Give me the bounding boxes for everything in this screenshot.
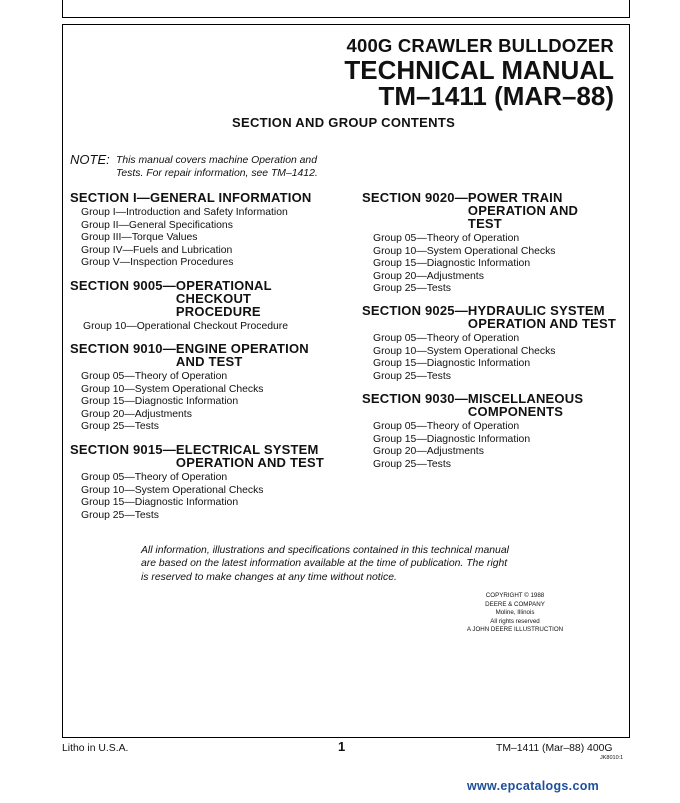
top-frame [62,0,630,18]
section-number: SECTION 9020— [362,190,468,205]
group-item: Group 05—Theory of Operation [81,371,228,382]
section-title: ENGINE OPERATION AND TEST [175,341,309,369]
group-item: Group 25—Tests [373,370,451,382]
note-text [116,154,318,180]
section-9015 [70,443,324,522]
group-item: Group V—Inspection Procedures [81,257,234,269]
group-item: Group 10—System Operational Checks [373,345,556,357]
section-i [70,191,312,270]
group-item: Group 25—Tests [81,509,159,521]
manual-number-title: TM–1411 (MAR–88) [378,81,614,111]
copyright-block [455,592,575,635]
footer-manual-id: TM–1411 (Mar–88) 400G [496,743,613,754]
group-list [70,207,312,270]
copyright-line: COPYRIGHT © 1988 [485,592,545,599]
copyright-rights: All rights reserved [490,617,540,625]
note-label: NOTE: [70,152,110,167]
group-list [70,472,324,522]
section-number: SECTION I— [70,190,151,205]
copyright-location: Moline, Illinois [495,609,535,617]
group-list [362,421,583,471]
section-9005 [70,279,288,334]
disclaimer-line: All information, illustrations and specifications contained in this technical manual [141,545,509,556]
section-9030 [362,392,583,471]
group-item: Group 20—Adjustments [81,408,192,420]
section-title: OPERATIONAL CHECKOUT PROCEDURE [175,278,272,319]
section-title: HYDRAULIC SYSTEM OPERATION AND TEST [467,303,616,331]
group-item: Group II—General Specifications [81,219,233,231]
group-list [362,333,616,383]
group-item: Group 10—System Operational Checks [373,245,556,257]
section-number: SECTION 9015— [70,442,176,457]
watermark-link[interactable]: www.epcatalogs.com [467,779,600,793]
group-item: Group 10—Operational Checkout Procedure [83,321,289,332]
group-list [70,321,288,334]
note-line: This manual covers machine Operation and [116,155,317,166]
section-number: SECTION 9025— [362,303,468,318]
disclaimer-text [141,544,509,584]
group-item: Group 05—Theory of Operation [373,233,520,244]
disclaimer-line: is reserved to make changes at any time without notice. [141,571,397,583]
group-item: Group 25—Tests [373,458,451,470]
group-item: Group 15—Diagnostic Information [81,396,239,408]
section-number: SECTION 9010— [70,341,176,356]
section-9025 [362,304,616,383]
section-number: SECTION 9030— [362,391,468,406]
group-item: Group 25—Tests [373,283,451,295]
copyright-illustruction: A JOHN DEERE ILLUSTRUCTION [466,626,564,634]
footer-litho: Litho in U.S.A. [62,743,129,754]
note-line: Tests. For repair information, see TM–1412. [116,168,318,179]
group-item: Group 05—Theory of Operation [373,421,520,432]
group-item: Group 20—Adjustments [373,270,484,282]
copyright-company: DEERE & COMPANY [485,600,545,608]
group-item: Group 15—Diagnostic Information [373,258,531,270]
machine-title: 400G CRAWLER BULLDOZER [346,35,614,56]
section-title: MISCELLANEOUS COMPONENTS [467,391,584,419]
section-title: POWER TRAIN OPERATION AND TEST [467,190,579,231]
group-item: Group 15—Diagnostic Information [373,358,531,370]
group-item: Group 10—System Operational Checks [81,484,264,496]
section-number: SECTION 9005— [70,278,176,293]
group-item: Group IV—Fuels and Lubrication [81,244,233,256]
group-item: Group III—Torque Values [81,232,198,244]
disclaimer-line: are based on the latest information available at the time of publication. The right [141,558,508,570]
group-item: Group 10—System Operational Checks [81,383,264,395]
group-item: Group 15—Diagnostic Information [373,433,531,445]
manual-type-title: TECHNICAL MANUAL [344,55,614,85]
group-list [70,371,309,434]
group-item: Group 15—Diagnostic Information [81,497,239,509]
page-number: 1 [338,739,346,754]
group-item: Group 25—Tests [81,421,159,433]
group-list [362,233,578,296]
group-item: Group 05—Theory of Operation [373,333,520,344]
contents-heading: SECTION AND GROUP CONTENTS [232,115,456,130]
group-item: Group I—Introduction and Safety Information [81,207,288,218]
section-title: GENERAL INFORMATION [150,190,312,205]
group-item: Group 20—Adjustments [373,446,484,458]
section-9010 [70,342,309,434]
footer-code: JK8010:1 [600,755,624,761]
section-9020 [362,191,578,296]
section-title: ELECTRICAL SYSTEM OPERATION AND TEST [175,442,324,470]
group-item: Group 05—Theory of Operation [81,472,228,483]
